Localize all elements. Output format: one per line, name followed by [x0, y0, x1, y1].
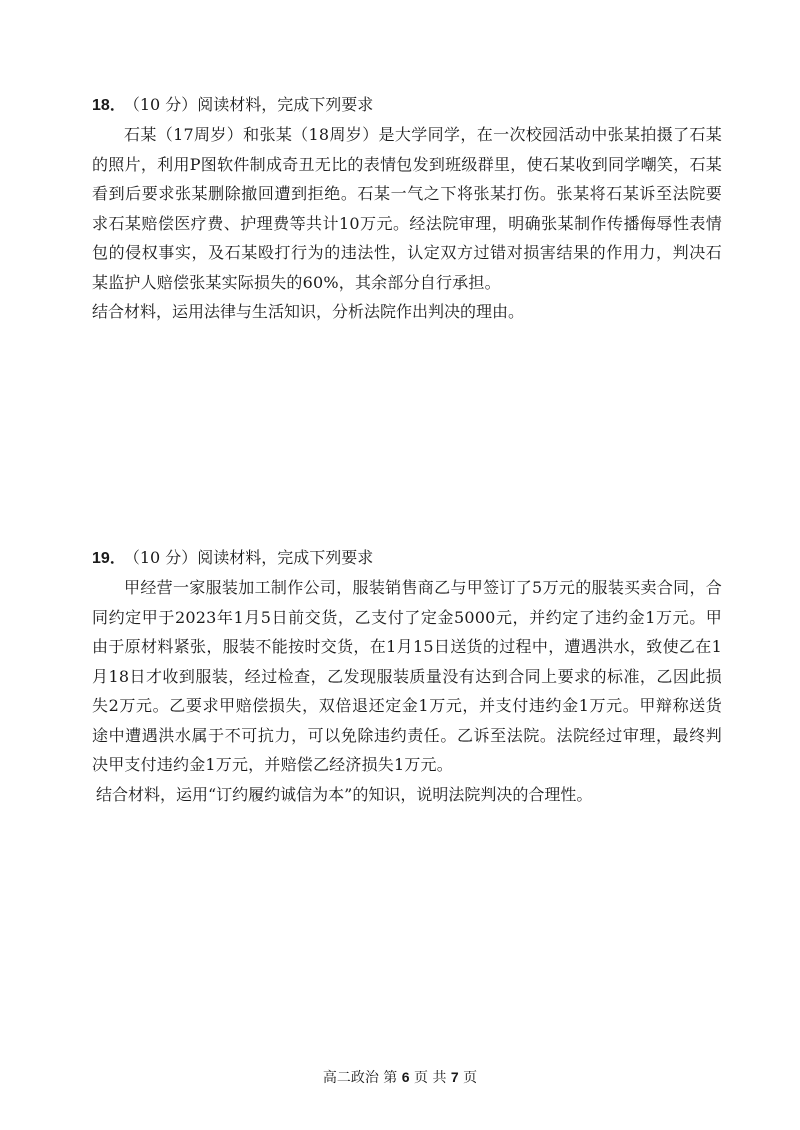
question-score: （10 分）	[131, 548, 198, 567]
question-number: 18．	[92, 97, 126, 114]
question-material: 甲经营一家服装加工制作公司，服装销售商乙与甲签订了5万元的服装买卖合同，合同约定甲于2023年1月5日前交货，乙支付了定金5000元，并约定了违约金1万元。甲由于原材料紧张，服装不能按时交货，在1月15日送货的过程中，遭遇洪水，致使乙在1月18日才收到服装，经过检查，乙发现服装质量没有达到合同上要求的标准，乙因此损失2万元。乙要求甲赔偿损失，双倍退还定金1万元，并支付违约金1万元。甲辩称送货途中遭遇洪水属于不可抗力，可以免除违约责任。乙诉至法院。法院经过审理，最终判决甲支付违约金1万元，并赔偿乙经济损失1万元。	[92, 578, 722, 774]
footer-page-current: 6	[401, 1069, 410, 1085]
question-header	[92, 543, 722, 573]
footer-page-suffix: 页	[463, 1070, 478, 1086]
question-header	[92, 90, 722, 120]
footer-page-prefix: 第	[383, 1070, 398, 1086]
question-material: 石某（17周岁）和张某（18周岁）是大学同学，在一次校园活动中张某拍摄了石某的照片，利用P图软件制成奇丑无比的表情包发到班级群里，使石某收到同学嘲笑，石某看到后要求张某删除撤回遭到拒绝。石某一气之下将张某打伤。张某将石某诉至法院要求石某赔偿医疗费、护理费等共计10万元。经法院审理，明确张某制作传播侮辱性表情包的侵权事实，及石某殴打行为的违法性，认定双方过错对损害结果的作用力，判决石某监护人赔偿张某实际损失的60%，其余部分自行承担。	[92, 125, 722, 292]
question-task: 结合材料，运用法律与生活知识，分析法院作出判决的理由。	[92, 302, 525, 321]
question-instruction: 阅读材料，完成下列要求	[197, 548, 374, 567]
footer-page-total: 7	[450, 1069, 459, 1085]
question-19	[92, 543, 722, 809]
footer-subject: 高二政治	[322, 1070, 379, 1086]
question-score: （10 分）	[131, 95, 198, 114]
footer-page-mid: 页 共	[414, 1070, 447, 1086]
page-footer	[0, 1067, 800, 1088]
question-instruction: 阅读材料，完成下列要求	[197, 95, 374, 114]
question-task: 结合材料，运用“订约履约诚信为本”的知识，说明法院判决的合理性。	[96, 784, 593, 804]
question-18	[92, 90, 722, 326]
question-number: 19．	[92, 550, 126, 567]
